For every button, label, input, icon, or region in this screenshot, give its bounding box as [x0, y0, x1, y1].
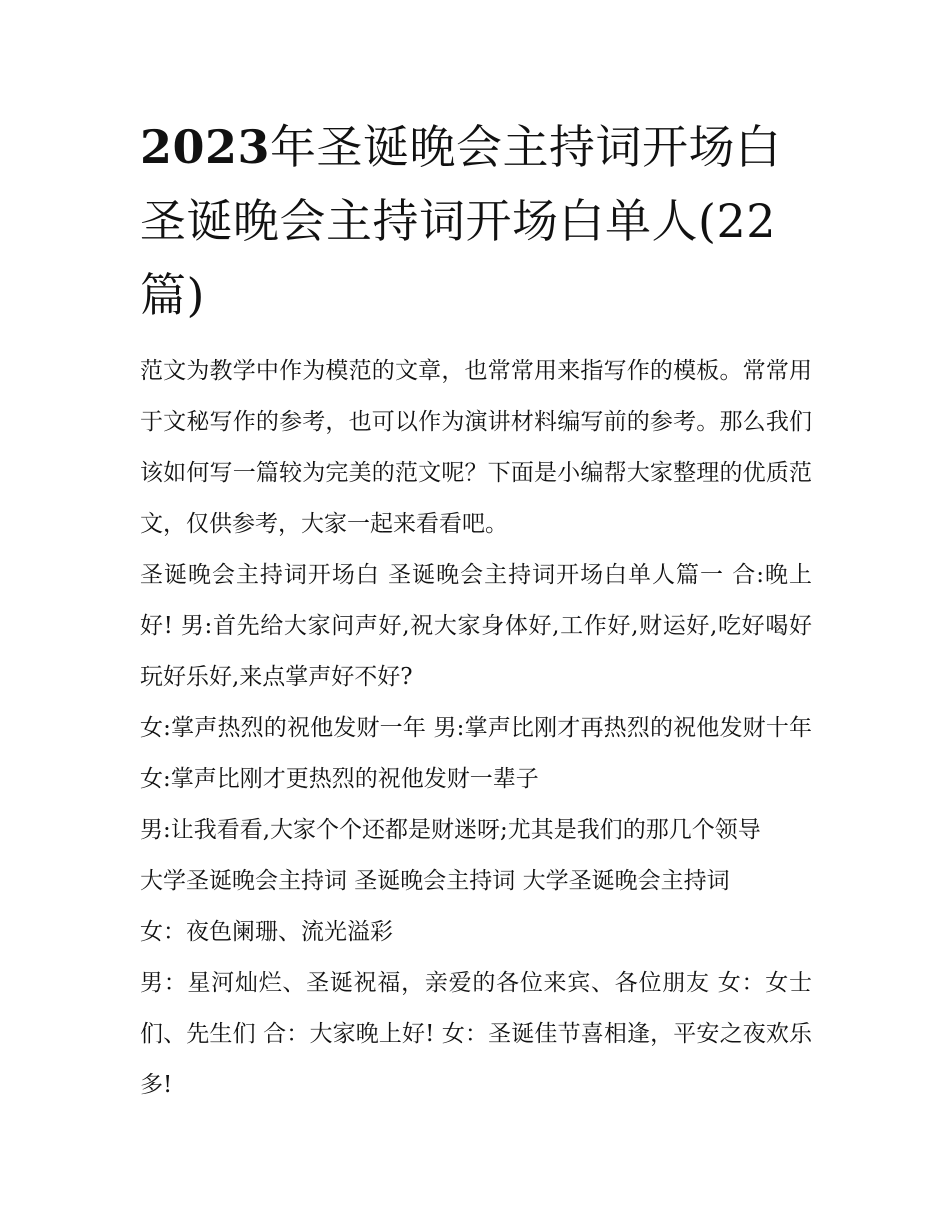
opening-paragraph: 圣诞晚会主持词开场白 圣诞晚会主持词开场白单人篇一 合:晚上好! 男:首先给大家问声好,祝大家身体好,工作好,财运好,吃好喝好玩好乐好,来点掌声好不好? [140, 562, 812, 690]
document-page [140, 110, 812, 1111]
title-year: 2023 [140, 120, 271, 174]
dialogue-paragraph: 女：夜色阑珊、流光溢彩 [140, 919, 393, 945]
document-title [140, 110, 812, 332]
document-body [140, 346, 812, 1111]
section-heading: 大学圣诞晚会主持词 圣诞晚会主持词 大学圣诞晚会主持词 [140, 868, 730, 894]
intro-paragraph: 范文为教学中作为模范的文章，也常常用来指写作的模板。常常用于文秘写作的参考，也可以作为演讲材料编写前的参考。那么我们该如何写一篇较为完美的范文呢？下面是小编帮大家整理的优质范文，仅供参考，大家一起来看看吧。 [140, 358, 812, 537]
dialogue-paragraph: 男：星河灿烂、圣诞祝福，亲爱的各位来宾、各位朋友 女：女士们、先生们 合：大家晚上好! 女：圣诞佳节喜相逢，平安之夜欢乐多! [140, 970, 812, 1098]
title-text: 年圣诞晚会主持词开场白圣诞晚会主持词开场白单人(22篇) [140, 120, 782, 322]
dialogue-paragraph: 男:让我看看,大家个个还都是财迷呀;尤其是我们的那几个领导 [140, 817, 761, 843]
dialogue-paragraph: 女:掌声热烈的祝他发财一年 男:掌声比刚才再热烈的祝他发财十年 女:掌声比刚才更热烈的祝他发财一辈子 [140, 715, 812, 792]
